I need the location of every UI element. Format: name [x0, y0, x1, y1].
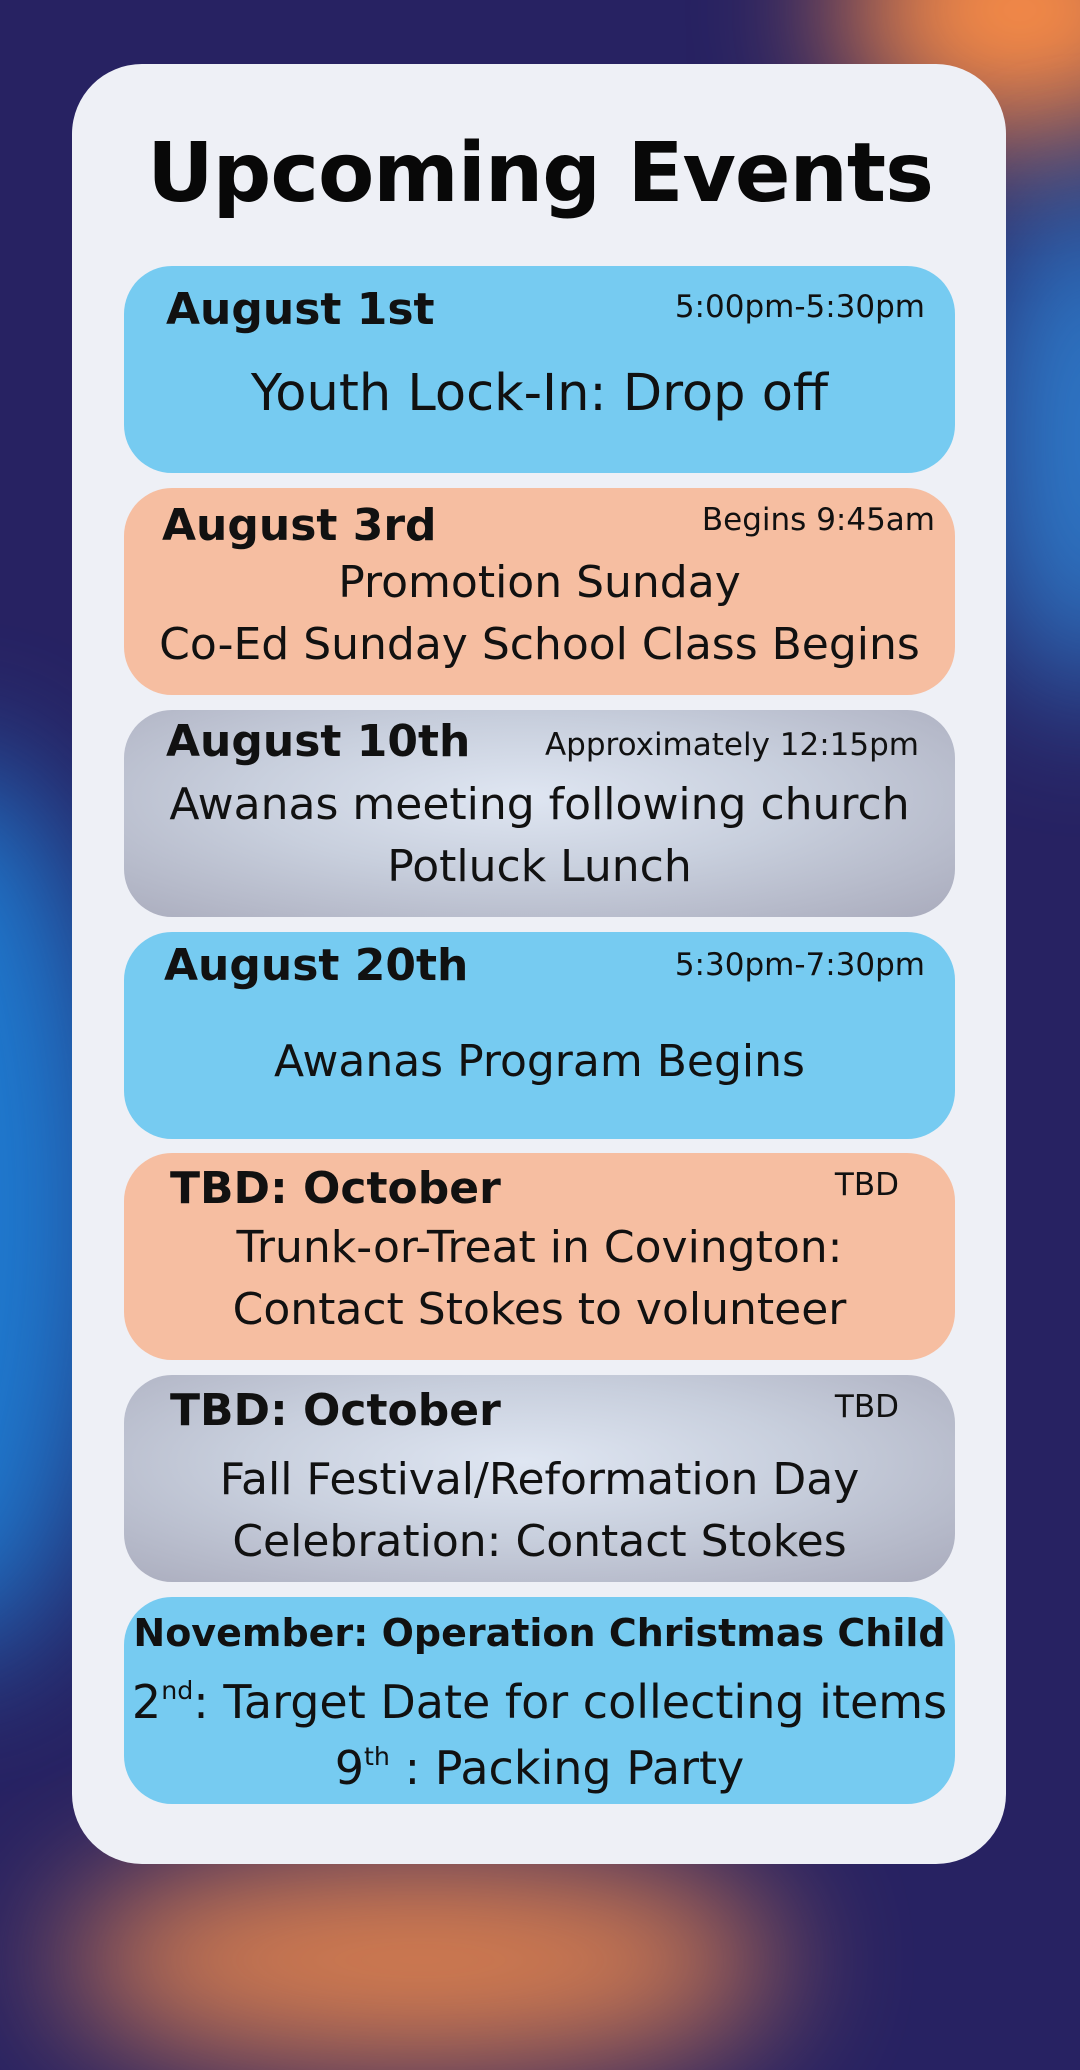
event-time: TBD	[834, 1389, 899, 1425]
event-description	[124, 774, 955, 898]
event-description	[124, 1217, 955, 1341]
event-card-august-1	[124, 266, 955, 473]
event-card-november	[124, 1597, 955, 1804]
event-time: 5:00pm-5:30pm	[674, 289, 925, 325]
event-card-trunk-or-treat	[124, 1153, 955, 1360]
event-card-august-10	[124, 710, 955, 917]
event-description-line: Trunk-or-Treat in Covington:	[236, 1222, 843, 1273]
event-description-line: Awanas meeting following church	[169, 779, 910, 830]
ordinal-number: 9	[334, 1741, 364, 1795]
page-title: Upcoming Events	[147, 126, 933, 221]
event-description-line: Fall Festival/Reformation Day	[219, 1454, 860, 1505]
event-description-line: Potluck Lunch	[387, 841, 692, 892]
event-description-line: Celebration: Contact Stokes	[232, 1516, 847, 1567]
event-description-line	[124, 1669, 955, 1735]
ordinal-number: 2	[131, 1675, 162, 1729]
event-date: August 1st	[166, 284, 435, 335]
event-date: August 3rd	[162, 500, 437, 551]
background-glow-orange-bottom	[60, 1850, 780, 2070]
event-card-fall-festival	[124, 1375, 955, 1582]
ordinal-suffix: th	[364, 1742, 390, 1772]
event-date: TBD: October	[170, 1163, 501, 1214]
event-heading: November: Operation Christmas Child	[133, 1611, 946, 1655]
event-description-line: Awanas Program Begins	[274, 1036, 805, 1087]
ordinal-suffix: nd	[161, 1676, 194, 1706]
event-description-line: Co-Ed Sunday School Class Begins	[159, 619, 920, 670]
event-time: Begins 9:45am	[701, 502, 935, 538]
event-description	[124, 363, 955, 425]
event-description-line	[124, 1735, 955, 1801]
event-card-august-3	[124, 488, 955, 695]
event-description	[124, 1031, 955, 1093]
event-description	[124, 1669, 955, 1801]
event-time: TBD	[834, 1167, 899, 1203]
event-date: August 10th	[166, 716, 471, 767]
event-date: TBD: October	[170, 1385, 501, 1436]
event-description-text: : Packing Party	[389, 1741, 745, 1795]
event-description-line: Promotion Sunday	[338, 557, 741, 608]
event-description	[124, 1449, 955, 1573]
event-description	[124, 552, 955, 676]
event-description-line: Contact Stokes to volunteer	[232, 1284, 847, 1335]
event-description-line: Youth Lock-In: Drop off	[250, 364, 829, 423]
event-time: 5:30pm-7:30pm	[674, 947, 925, 983]
event-description-text: : Target Date for collecting items	[193, 1675, 948, 1729]
event-card-august-20	[124, 932, 955, 1139]
event-date: August 20th	[164, 940, 469, 991]
event-time: Approximately 12:15pm	[544, 727, 919, 763]
